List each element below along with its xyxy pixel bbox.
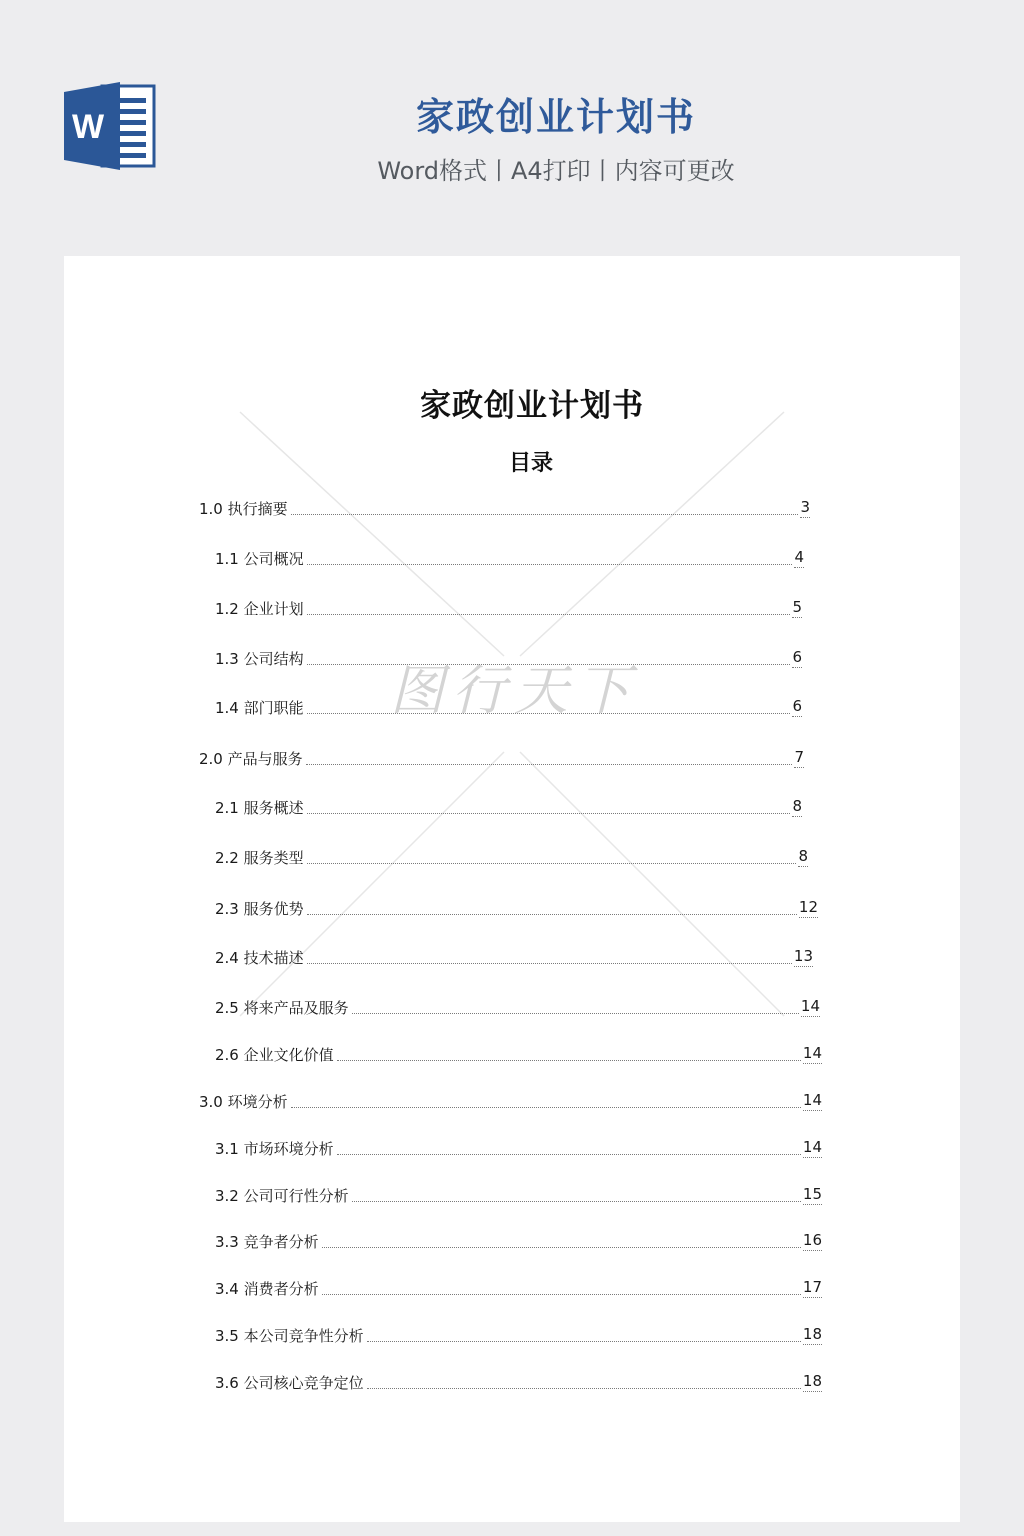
toc-entry-page: 4	[794, 548, 804, 566]
toc-entry-label: 3.2 公司可行性分析	[215, 1187, 349, 1205]
toc-leader-dots	[322, 1294, 801, 1295]
toc-entry-page: 18	[802, 1372, 822, 1390]
toc-entry-label: 3.3 竞争者分析	[215, 1233, 319, 1251]
toc-entry-label: 2.4 技术描述	[215, 949, 304, 967]
toc-entry[interactable]	[215, 1183, 822, 1205]
toc-entry[interactable]	[215, 546, 804, 568]
toc-entry-label: 1.1 公司概况	[215, 550, 304, 568]
toc-entry[interactable]	[215, 896, 818, 918]
banner-title: 家政创业计划书	[415, 95, 696, 139]
toc-entry-label: 2.0 产品与服务	[199, 750, 303, 768]
toc-leader-dots	[307, 614, 791, 615]
toc-entry[interactable]	[215, 1370, 822, 1392]
toc-entry-page: 8	[792, 797, 802, 815]
toc-entry[interactable]	[215, 1276, 822, 1298]
toc-entry[interactable]	[215, 995, 820, 1017]
toc-entry-label: 3.0 环境分析	[199, 1093, 288, 1111]
toc-leader-dots	[307, 863, 797, 864]
toc-leader-dots	[322, 1247, 801, 1248]
toc-leader-dots	[337, 1154, 801, 1155]
toc-leader-dots	[337, 1060, 801, 1061]
toc-entry-label: 2.3 服务优势	[215, 900, 304, 918]
toc-entry-label: 1.3 公司结构	[215, 650, 304, 668]
toc-entry-label: 3.1 市场环境分析	[215, 1140, 334, 1158]
toc-leader-dots	[291, 514, 799, 515]
document-page	[64, 256, 960, 1522]
toc-entry-page: 18	[802, 1325, 822, 1343]
banner-subtitle: Word格式丨A4打印丨内容可更改	[377, 157, 735, 185]
toc-entry-page: 16	[802, 1231, 822, 1249]
toc-entry-label: 1.0 执行摘要	[199, 500, 288, 518]
toc-leader-dots	[307, 963, 792, 964]
toc-entry-page: 5	[792, 598, 802, 616]
toc-entry[interactable]	[215, 646, 802, 668]
svg-text:W: W	[71, 108, 105, 146]
toc-entry-label: 3.4 消费者分析	[215, 1280, 319, 1298]
toc-entry-page: 3	[800, 498, 810, 516]
toc-entry-page: 15	[802, 1185, 822, 1203]
watermark-text: 图行天下	[390, 659, 638, 722]
toc-entry-page: 17	[802, 1278, 822, 1296]
toc-entry-page: 6	[792, 697, 802, 715]
toc-entry[interactable]	[215, 1229, 822, 1251]
toc-entry-page: 7	[794, 748, 804, 766]
toc-entry[interactable]	[215, 845, 808, 867]
toc-leader-dots	[367, 1341, 801, 1342]
toc-entry[interactable]	[215, 1323, 822, 1345]
toc-entry-label: 3.6 公司核心竞争定位	[215, 1374, 364, 1392]
toc-entry[interactable]	[215, 1136, 822, 1158]
toc-entry-label: 2.5 将来产品及服务	[215, 999, 349, 1017]
toc-leader-dots	[367, 1388, 801, 1389]
toc-entry[interactable]	[199, 746, 804, 768]
toc-entry-page: 14	[802, 1044, 822, 1062]
toc-entry-page: 14	[800, 997, 820, 1015]
toc-leader-dots	[352, 1201, 801, 1202]
toc-entry[interactable]	[199, 1089, 822, 1111]
toc-entry-label: 2.1 服务概述	[215, 799, 304, 817]
toc-entry-page: 14	[802, 1091, 822, 1109]
toc-leader-dots	[307, 664, 791, 665]
toc-entry[interactable]	[199, 496, 810, 518]
toc-entry-page: 14	[802, 1138, 822, 1156]
toc-leader-dots	[352, 1013, 799, 1014]
toc-entry-label: 3.5 本公司竞争性分析	[215, 1327, 364, 1345]
toc-leader-dots	[307, 813, 791, 814]
toc-leader-dots	[307, 564, 793, 565]
toc-entry[interactable]	[215, 945, 813, 967]
toc-heading: 目录	[508, 451, 553, 476]
word-logo-icon	[64, 82, 156, 170]
toc-entry[interactable]	[215, 695, 802, 717]
toc-entry-label: 2.2 服务类型	[215, 849, 304, 867]
toc-entry[interactable]	[215, 1042, 822, 1064]
document-title: 家政创业计划书	[420, 388, 644, 424]
toc-leader-dots	[306, 764, 793, 765]
toc-entry-label: 1.2 企业计划	[215, 600, 304, 618]
toc-leader-dots	[307, 713, 791, 714]
toc-leader-dots	[307, 914, 797, 915]
toc-entry-label: 1.4 部门职能	[215, 699, 304, 717]
toc-entry[interactable]	[215, 795, 802, 817]
toc-entry[interactable]	[215, 596, 802, 618]
toc-leader-dots	[291, 1107, 801, 1108]
toc-entry-label: 2.6 企业文化价值	[215, 1046, 334, 1064]
toc-entry-page: 6	[792, 648, 802, 666]
toc-entry-page: 12	[798, 898, 818, 916]
toc-entry-page: 13	[793, 947, 813, 965]
toc-entry-page: 8	[798, 847, 808, 865]
